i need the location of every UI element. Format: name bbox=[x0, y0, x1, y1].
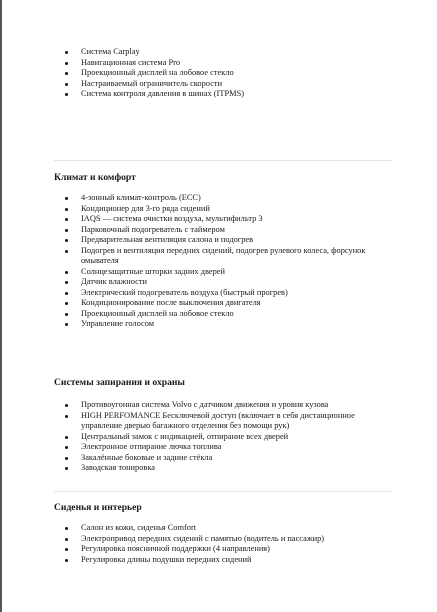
list-item: Центральный замок с индикацией, отпирание всех дверей bbox=[54, 432, 392, 443]
section-interior bbox=[54, 523, 392, 565]
list-item: Датчик влажности bbox=[54, 277, 392, 288]
list-item: Солнцезащитные шторки задних дверей bbox=[54, 267, 392, 278]
list-item: Электропривод передних сидений с памятью (водитель и пассажир) bbox=[54, 534, 392, 545]
list-item: HIGH PERFOMANCE Бесключевой доступ (включает в себя дистанционное управление дверью багажного отделения без помощи рук) bbox=[54, 411, 392, 432]
list-item: Электронное отпирание лючка топлива bbox=[54, 442, 392, 453]
section-divider bbox=[54, 491, 392, 492]
list-item: Парковочный подогреватель с таймером bbox=[54, 225, 392, 236]
list-item: IAQS — система очистки воздуха, мультифильтр 3 bbox=[54, 214, 392, 225]
feature-list bbox=[54, 193, 392, 330]
feature-list bbox=[54, 400, 392, 474]
list-item: Электрический подогреватель воздуха (быстрый прогрев) bbox=[54, 288, 392, 299]
list-item: Предварительная вентиляция салона и подогрев bbox=[54, 235, 392, 246]
list-item: 4-зонный климат-контроль (ECC) bbox=[54, 193, 392, 204]
list-item: Кондиционер для 3-го ряда сидений bbox=[54, 204, 392, 215]
list-item: Навигационная система Pro bbox=[54, 58, 392, 69]
list-item: Закалённые боковые и задние стёкла bbox=[54, 453, 392, 464]
section-heading-security: Системы запирания и охраны bbox=[54, 377, 185, 388]
section-climate bbox=[54, 193, 392, 330]
feature-list bbox=[54, 47, 392, 100]
list-item: Управление голосом bbox=[54, 319, 392, 330]
list-item: Настраиваемый ограничитель скорости bbox=[54, 79, 392, 90]
section-security bbox=[54, 400, 392, 474]
list-item: Кондиционирование после выключения двигателя bbox=[54, 298, 392, 309]
list-item: Система контроля давления в шинах (ITPMS) bbox=[54, 89, 392, 100]
list-item: Проекционный дисплей на лобовое стекло bbox=[54, 68, 392, 79]
page-left-border bbox=[0, 0, 2, 612]
list-item: Система Carplay bbox=[54, 47, 392, 58]
list-item: Подогрев и вентиляция передних сидений, подогрев рулевого колеса, форсунок омывателя bbox=[54, 246, 392, 267]
section-multimedia bbox=[54, 47, 392, 100]
feature-list bbox=[54, 523, 392, 565]
section-heading-interior: Сиденья и интерьер bbox=[54, 502, 142, 513]
section-divider bbox=[54, 160, 392, 161]
list-item: Регулировка поясничной поддержки (4 направления) bbox=[54, 544, 392, 555]
list-item: Проекционный дисплей на лобовое стекло bbox=[54, 309, 392, 320]
list-item: Салон из кожи, сиденья Comfort bbox=[54, 523, 392, 534]
list-item: Регулировка длины подушки передних сидений bbox=[54, 555, 392, 566]
list-item: Противоугонная система Volvo с датчиком движения и уровня кузова bbox=[54, 400, 392, 411]
section-heading-climate: Климат и комфорт bbox=[54, 172, 136, 183]
list-item: Заводская тонировка bbox=[54, 463, 392, 474]
